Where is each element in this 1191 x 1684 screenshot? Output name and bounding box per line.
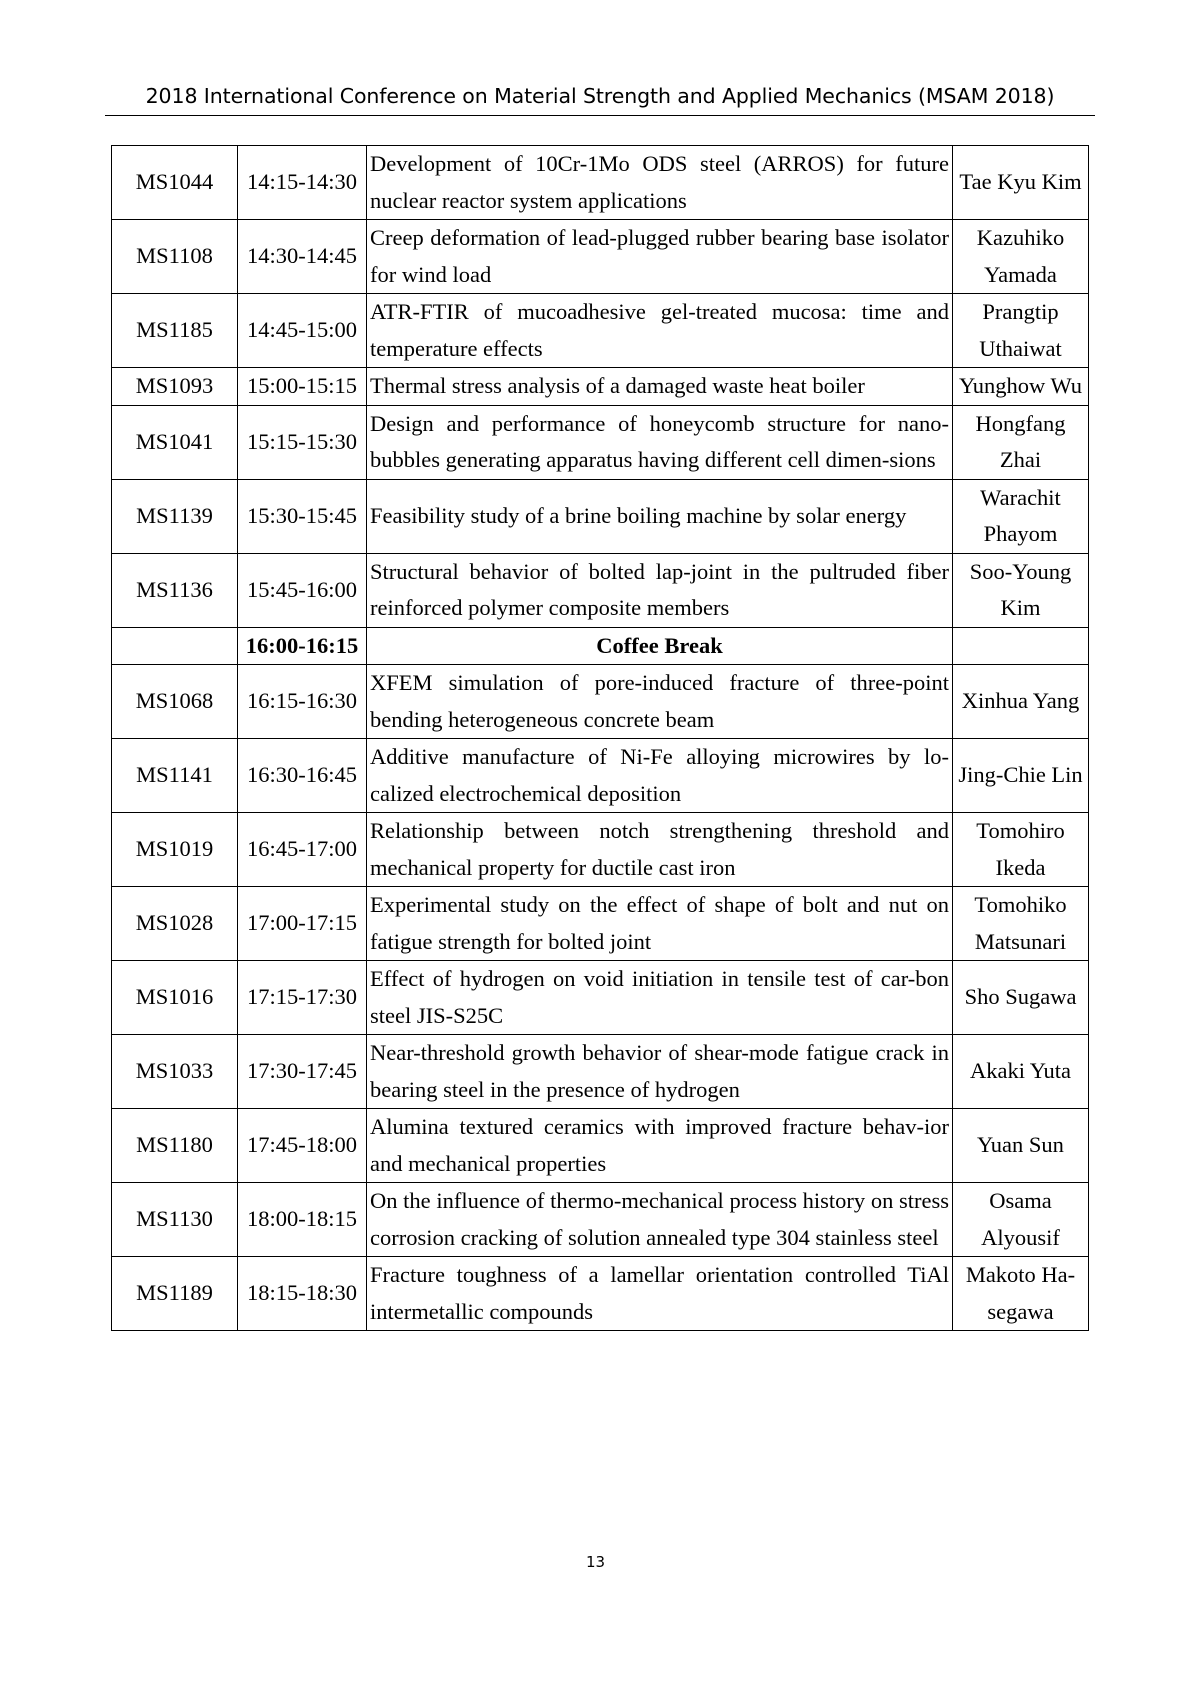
session-row — [112, 739, 1089, 813]
session-schedule-body — [112, 146, 1089, 1331]
speaker-cell: Akaki Yuta — [953, 1035, 1089, 1109]
speaker-cell: Soo-Young Kim — [953, 553, 1089, 627]
paper-id-cell: MS1028 — [112, 887, 238, 961]
header-rule — [105, 115, 1095, 116]
paper-id-cell: MS1093 — [112, 368, 238, 406]
speaker-cell: Jing-Chie Lin — [953, 739, 1089, 813]
paper-title-cell: Fracture toughness of a lamellar orientation controlled TiAl intermetallic compounds — [367, 1257, 953, 1331]
speaker-cell: Hongfang Zhai — [953, 405, 1089, 479]
paper-title-cell: Near-threshold growth behavior of shear-mode fatigue crack in bearing steel in the presence of hydrogen — [367, 1035, 953, 1109]
time-slot-cell: 14:15-14:30 — [238, 146, 367, 220]
time-slot-cell: 18:15-18:30 — [238, 1257, 367, 1331]
time-slot-cell: 15:15-15:30 — [238, 405, 367, 479]
speaker-cell: Tomohiko Matsunari — [953, 887, 1089, 961]
time-slot-cell: 15:45-16:00 — [238, 553, 367, 627]
paper-id-cell: MS1141 — [112, 739, 238, 813]
paper-id-cell: MS1019 — [112, 813, 238, 887]
paper-title-cell: Relationship between notch strengthening threshold and mechanical property for ductile cast iron — [367, 813, 953, 887]
paper-id-cell: MS1068 — [112, 665, 238, 739]
paper-title-cell: Alumina textured ceramics with improved fracture behav-ior and mechanical properties — [367, 1109, 953, 1183]
session-row — [112, 220, 1089, 294]
session-row — [112, 1183, 1089, 1257]
paper-id-cell: MS1185 — [112, 294, 238, 368]
paper-id-cell — [112, 627, 238, 665]
paper-title-cell: Structural behavior of bolted lap-joint in the pultruded fiber reinforced polymer composite members — [367, 553, 953, 627]
speaker-cell: Makoto Ha-segawa — [953, 1257, 1089, 1331]
paper-id-cell: MS1136 — [112, 553, 238, 627]
paper-title-cell: Development of 10Cr-1Mo ODS steel (ARROS) for future nuclear reactor system applications — [367, 146, 953, 220]
paper-id-cell: MS1130 — [112, 1183, 238, 1257]
time-slot-cell: 17:45-18:00 — [238, 1109, 367, 1183]
speaker-cell: Xinhua Yang — [953, 665, 1089, 739]
speaker-cell: Tae Kyu Kim — [953, 146, 1089, 220]
session-row — [112, 1035, 1089, 1109]
paper-title-cell: ATR-FTIR of mucoadhesive gel-treated mucosa: time and temperature effects — [367, 294, 953, 368]
paper-id-cell: MS1044 — [112, 146, 238, 220]
session-row — [112, 813, 1089, 887]
paper-id-cell: MS1189 — [112, 1257, 238, 1331]
speaker-cell: Osama Alyousif — [953, 1183, 1089, 1257]
session-row — [112, 405, 1089, 479]
break-label-cell: Coffee Break — [367, 627, 953, 665]
paper-id-cell: MS1108 — [112, 220, 238, 294]
time-slot-cell: 15:00-15:15 — [238, 368, 367, 406]
paper-id-cell: MS1016 — [112, 961, 238, 1035]
session-row — [112, 887, 1089, 961]
paper-title-cell: Additive manufacture of Ni-Fe alloying microwires by lo-calized electrochemical deposition — [367, 739, 953, 813]
session-row — [112, 553, 1089, 627]
speaker-cell: Sho Sugawa — [953, 961, 1089, 1035]
time-slot-cell: 16:15-16:30 — [238, 665, 367, 739]
time-slot-cell: 17:30-17:45 — [238, 1035, 367, 1109]
paper-id-cell: MS1033 — [112, 1035, 238, 1109]
session-row — [112, 961, 1089, 1035]
time-slot-cell: 16:00-16:15 — [238, 627, 367, 665]
paper-title-cell: Feasibility study of a brine boiling machine by solar energy — [367, 479, 953, 553]
page-number: 13 — [585, 1553, 606, 1571]
session-schedule-table — [111, 145, 1089, 1331]
running-header: 2018 International Conference on Material Strength and Applied Mechanics (MSAM 2018) — [145, 84, 1055, 108]
session-row — [112, 294, 1089, 368]
session-row — [112, 368, 1089, 406]
speaker-cell: Warachit Phayom — [953, 479, 1089, 553]
time-slot-cell: 16:45-17:00 — [238, 813, 367, 887]
paper-title-cell: Thermal stress analysis of a damaged waste heat boiler — [367, 368, 953, 406]
session-row — [112, 146, 1089, 220]
speaker-cell: Prangtip Uthaiwat — [953, 294, 1089, 368]
paper-title-cell: XFEM simulation of pore-induced fracture of three-point bending heterogeneous concrete beam — [367, 665, 953, 739]
paper-id-cell: MS1180 — [112, 1109, 238, 1183]
speaker-cell: Tomohiro Ikeda — [953, 813, 1089, 887]
speaker-cell — [953, 627, 1089, 665]
paper-title-cell: On the influence of thermo-mechanical process history on stress corrosion cracking of solution annealed type 304 stainless steel — [367, 1183, 953, 1257]
paper-title-cell: Experimental study on the effect of shape of bolt and nut on fatigue strength for bolted joint — [367, 887, 953, 961]
time-slot-cell: 14:30-14:45 — [238, 220, 367, 294]
session-row — [112, 1109, 1089, 1183]
session-row — [112, 1257, 1089, 1331]
time-slot-cell: 15:30-15:45 — [238, 479, 367, 553]
paper-title-cell: Design and performance of honeycomb structure for nano-bubbles generating apparatus having different cell dimen-sions — [367, 405, 953, 479]
paper-id-cell: MS1041 — [112, 405, 238, 479]
paper-id-cell: MS1139 — [112, 479, 238, 553]
speaker-cell: Kazuhiko Yamada — [953, 220, 1089, 294]
speaker-cell: Yuan Sun — [953, 1109, 1089, 1183]
time-slot-cell: 17:00-17:15 — [238, 887, 367, 961]
paper-title-cell: Creep deformation of lead-plugged rubber bearing base isolator for wind load — [367, 220, 953, 294]
time-slot-cell: 14:45-15:00 — [238, 294, 367, 368]
speaker-cell: Yunghow Wu — [953, 368, 1089, 406]
session-row — [112, 665, 1089, 739]
time-slot-cell: 18:00-18:15 — [238, 1183, 367, 1257]
paper-title-cell: Effect of hydrogen on void initiation in tensile test of car-bon steel JIS-S25C — [367, 961, 953, 1035]
coffee-break-row — [112, 627, 1089, 665]
session-row — [112, 479, 1089, 553]
time-slot-cell: 17:15-17:30 — [238, 961, 367, 1035]
time-slot-cell: 16:30-16:45 — [238, 739, 367, 813]
